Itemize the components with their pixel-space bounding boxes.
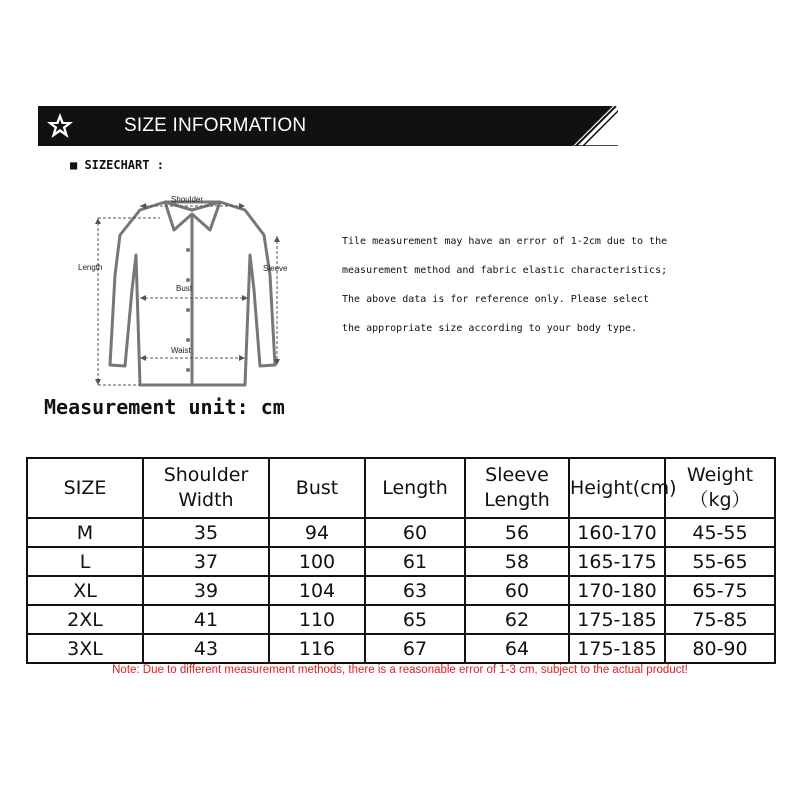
table-cell: 170-180 xyxy=(569,576,665,605)
table-cell: 104 xyxy=(269,576,365,605)
table-cell: 65-75 xyxy=(665,576,775,605)
table-cell: 35 xyxy=(143,518,269,547)
table-cell: 65 xyxy=(365,605,465,634)
table-cell: 160-170 xyxy=(569,518,665,547)
table-row xyxy=(27,634,775,663)
table-cell: M xyxy=(27,518,143,547)
table-cell: L xyxy=(27,547,143,576)
banner-title: SIZE INFORMATION xyxy=(124,115,307,136)
table-row xyxy=(27,518,775,547)
size-information-banner xyxy=(38,106,618,146)
header-size: SIZE xyxy=(27,458,143,518)
table-cell: 62 xyxy=(465,605,569,634)
table-row xyxy=(27,547,775,576)
table-cell: XL xyxy=(27,576,143,605)
table-cell: 58 xyxy=(465,547,569,576)
header-length: Length xyxy=(365,458,465,518)
table-cell: 56 xyxy=(465,518,569,547)
table-cell: 41 xyxy=(143,605,269,634)
measurement-unit-label: Measurement unit: cm xyxy=(44,395,285,419)
table-cell: 175-185 xyxy=(569,634,665,663)
header-weight: Weight （kg） xyxy=(665,458,775,518)
table-cell: 45-55 xyxy=(665,518,775,547)
table-cell: 110 xyxy=(269,605,365,634)
table-cell: 60 xyxy=(465,576,569,605)
table-cell: 165-175 xyxy=(569,547,665,576)
shirt-measurement-diagram xyxy=(70,180,310,400)
table-cell: 63 xyxy=(365,576,465,605)
table-row xyxy=(27,576,775,605)
size-table xyxy=(26,457,776,664)
table-cell: 67 xyxy=(365,634,465,663)
table-cell: 60 xyxy=(365,518,465,547)
table-header-row xyxy=(27,458,775,518)
table-cell: 39 xyxy=(143,576,269,605)
table-cell: 64 xyxy=(465,634,569,663)
header-height: Height(cm) xyxy=(569,458,665,518)
table-cell: 2XL xyxy=(27,605,143,634)
note-line-3: The above data is for reference only. Please select xyxy=(342,294,650,305)
table-cell: 116 xyxy=(269,634,365,663)
table-cell: 61 xyxy=(365,547,465,576)
length-label: Length xyxy=(78,263,103,272)
note-line-1: Tile measurement may have an error of 1-2cm due to the xyxy=(342,236,668,247)
table-cell: 100 xyxy=(269,547,365,576)
note-line-4: the appropriate size according to your body type. xyxy=(342,323,638,334)
waist-label: Waist xyxy=(171,346,191,355)
shoulder-label: Shoulder xyxy=(171,195,204,204)
table-cell: 3XL xyxy=(27,634,143,663)
table-cell: 175-185 xyxy=(569,605,665,634)
note-line-2: measurement method and fabric elastic characteristics; xyxy=(342,265,668,276)
star-icon xyxy=(46,112,74,140)
table-cell: 55-65 xyxy=(665,547,775,576)
table-cell: 80-90 xyxy=(665,634,775,663)
header-sleeve-length: Sleeve Length xyxy=(465,458,569,518)
table-cell: 94 xyxy=(269,518,365,547)
table-row xyxy=(27,605,775,634)
table-cell: 75-85 xyxy=(665,605,775,634)
sizechart-label: ■ SIZECHART : xyxy=(70,158,164,172)
table-cell: 37 xyxy=(143,547,269,576)
header-shoulder-width: Shoulder Width xyxy=(143,458,269,518)
error-footnote: Note: Due to different measurement methods, there is a reasonable error of 1-3 cm, subject to the actual product! xyxy=(112,664,688,676)
header-bust: Bust xyxy=(269,458,365,518)
sleeve-label: Sleeve xyxy=(263,264,288,273)
table-cell: 43 xyxy=(143,634,269,663)
bust-label: Bust xyxy=(176,284,193,293)
